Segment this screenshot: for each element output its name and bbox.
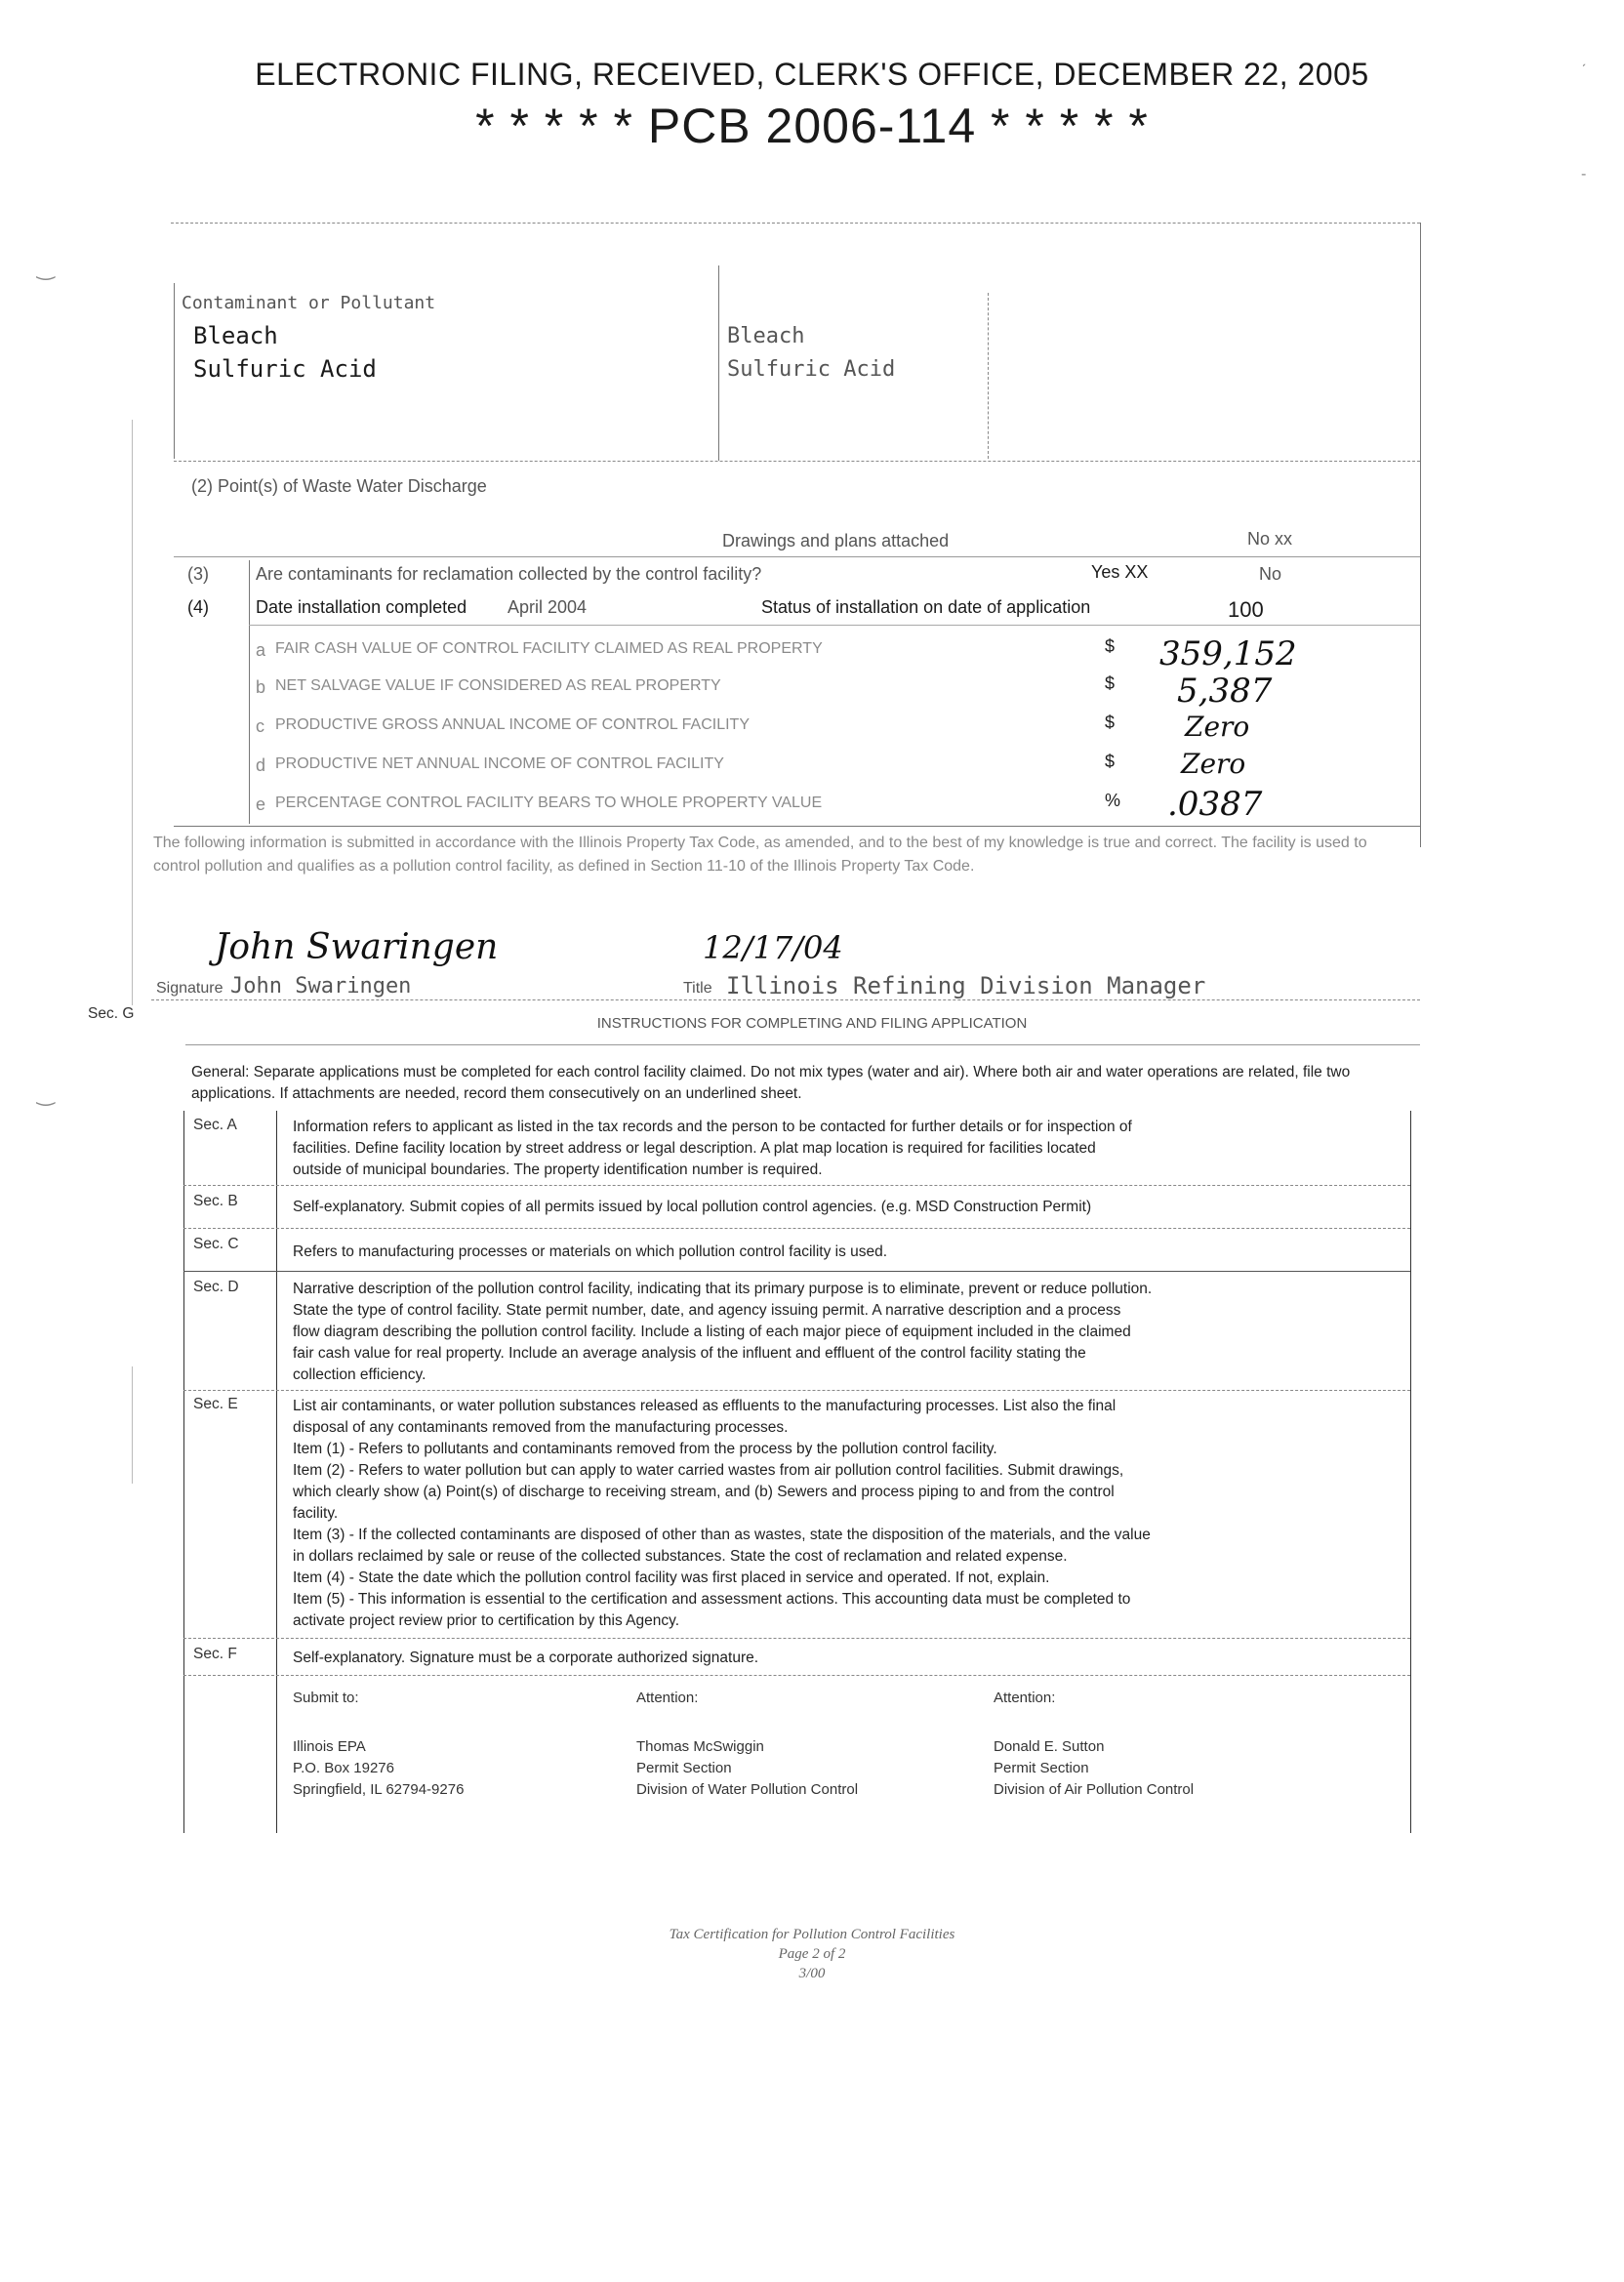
item2-label: (2) Point(s) of Waste Water Discharge — [191, 476, 487, 496]
item5-row-e-unit: % — [1105, 791, 1121, 810]
sec-d-rule — [183, 1390, 1410, 1391]
pollutant-mid-border — [718, 265, 719, 461]
sec-c-line-1: Refers to manufacturing processes or materials on which pollution control facility is used. — [293, 1243, 888, 1260]
sec-e-line-11: activate project review prior to certification by this Agency. — [293, 1612, 679, 1629]
certification-text: The following information is submitted in accordance with the Illinois Property Tax Code, as amended, and to the best of my knowledge is true and correct. The facility is used to control pollution and qualifies as a pollution control facility, as defined in Section 11-10 of the Illinois Property Tax Code. — [153, 835, 1367, 875]
signer-name: John Swaringen — [230, 974, 412, 998]
item5-row-e-letter: e — [256, 795, 266, 814]
item3-number: (3) — [187, 564, 209, 584]
item5-row-d-label: PRODUCTIVE NET ANNUAL INCOME OF CONTROL FACILITY — [275, 755, 724, 772]
sec-g-label: Sec. G — [88, 1005, 135, 1022]
pollutant-left-border — [174, 283, 175, 459]
item4-text: Date installation completed — [256, 597, 467, 617]
sec-d-line-3: flow diagram describing the pollution control facility. Include a listing of each major piece of equipment included in the claimed — [293, 1324, 1131, 1340]
sec-a-line-1: Information refers to applicant as listed in the tax records and the person to be contacted for further details or for inspection of — [293, 1119, 1132, 1135]
sec-e-line-2: disposal of any contaminants removed from the manufacturing processes. — [293, 1419, 789, 1436]
sec-b-rule — [183, 1228, 1410, 1229]
pollutant-item-1: Bleach — [193, 322, 278, 349]
left-margin-rule-2 — [132, 1366, 133, 1484]
margin-mark-middle: ‿ — [37, 1081, 55, 1106]
title-label: Title — [683, 980, 712, 997]
sec-f-label: Sec. F — [193, 1646, 237, 1662]
sec-f-line-1: Self-explanatory. Signature must be a corporate authorized signature. — [293, 1650, 759, 1666]
contact-submit-heading: Submit to: — [293, 1690, 359, 1706]
item5-row-d-unit: $ — [1105, 752, 1116, 771]
item-left-border — [249, 560, 250, 824]
item5-row-a-value: 359,152 — [1159, 634, 1297, 673]
sec-d-line-2: State the type of control facility. State permit number, date, and agency issuing permit. A narrative description and a process — [293, 1302, 1121, 1319]
item4-status-text: Status of installation on date of application — [761, 597, 1091, 617]
item4-status-value: 100 — [1228, 597, 1264, 622]
item5-row-c-letter: c — [256, 716, 264, 736]
instructions-table-right — [1410, 1111, 1411, 1833]
sec-c-rule — [183, 1271, 1410, 1272]
footer-page-number: Page 2 of 2 — [778, 1946, 846, 1962]
sec-e-line-4: Item (2) - Refers to water pollution but can apply to water carried wastes from air pollution control facilities. Submit drawings, — [293, 1462, 1124, 1479]
instructions-general: General: Separate applications must be completed for each control facility claimed. Do not mix types (water and air). Where both air and water operations are related, file two applications. If attachments are needed, record them consecutively on an underlined sheet. — [191, 1064, 1351, 1102]
sec-d-line-4: fair cash value for real property. Include an average analysis of the influent and effluent of the control facility stating the — [293, 1345, 1086, 1362]
contact-air-line-2: Permit Section — [994, 1760, 1089, 1776]
sec-a-label: Sec. A — [193, 1117, 237, 1133]
item4-rule — [249, 625, 1420, 626]
margin-mark-top: ‿ — [37, 256, 55, 280]
sec-e-rule — [183, 1638, 1410, 1639]
signature-label: Signature — [156, 980, 223, 997]
instructions-title: INSTRUCTIONS FOR COMPLETING AND FILING APPLICATION — [596, 1015, 1028, 1032]
contact-air-line-1: Donald E. Sutton — [994, 1738, 1105, 1755]
contact-water-line-2: Permit Section — [636, 1760, 732, 1776]
item5-row-e-label: PERCENTAGE CONTROL FACILITY BEARS TO WHOLE PROPERTY VALUE — [275, 795, 823, 811]
drawings-attached-label: Drawings and plans attached — [722, 531, 950, 550]
contact-water-line-1: Thomas McSwiggin — [636, 1738, 764, 1755]
margin-mark-right: ˏ — [1581, 51, 1587, 67]
item5-row-d-letter: d — [256, 755, 266, 775]
item5-row-c-unit: $ — [1105, 713, 1116, 732]
filing-stamp-line: ELECTRONIC FILING, RECEIVED, CLERK'S OFFICE, DECEMBER 22, 2005 — [255, 57, 1369, 92]
sec-a-line-2: facilities. Define facility location by street address or legal description. A plat map location is required for facilities located — [293, 1140, 1096, 1157]
item5-row-a-unit: $ — [1105, 636, 1116, 656]
item5-row-b-unit: $ — [1105, 673, 1116, 693]
pollutant-mid-item-2: Sulfuric Acid — [727, 357, 896, 382]
sec-d-label: Sec. D — [193, 1279, 239, 1295]
contact-air-line-3: Division of Air Pollution Control — [994, 1781, 1195, 1798]
sec-d-line-1: Narrative description of the pollution control facility, indicating that its primary purpose is to eliminate, prevent or reduce pollution. — [293, 1281, 1153, 1297]
sec-a-line-3: outside of municipal boundaries. The property identification number is required. — [293, 1161, 823, 1178]
yes-no-rule — [174, 556, 1420, 557]
sec-e-line-6: facility. — [293, 1505, 339, 1522]
sec-d-line-5: collection efficiency. — [293, 1366, 426, 1383]
contact-water-heading: Attention: — [636, 1690, 699, 1706]
signature-rule — [151, 999, 1420, 1000]
contact-submit-line-3: Springfield, IL 62794-9276 — [293, 1781, 465, 1798]
sec-b-label: Sec. B — [193, 1193, 238, 1209]
item5-row-a-letter: a — [256, 640, 266, 660]
item3-text: Are contaminants for reclamation collected by the control facility? — [256, 564, 762, 584]
pollutant-bottom-line — [174, 461, 1420, 462]
pollutant-item-2: Sulfuric Acid — [193, 355, 377, 383]
sec-e-line-8: in dollars reclaimed by sale or reuse of the collected substances. State the cost of reclamation and related expense. — [293, 1548, 1068, 1565]
sec-e-line-10: Item (5) - This information is essential to the certification and assessment actions. This accounting data must be completed to — [293, 1591, 1131, 1608]
footer-form-title: Tax Certification for Pollution Control Facilities — [669, 1927, 955, 1942]
contact-submit-line-2: P.O. Box 19276 — [293, 1760, 394, 1776]
contact-air-heading: Attention: — [994, 1690, 1056, 1706]
item5-row-c-value: Zero — [1185, 711, 1250, 743]
signer-title: Illinois Refining Division Manager — [726, 972, 1206, 999]
sec-f-rule — [183, 1675, 1410, 1676]
footer-revision: 3/00 — [798, 1966, 826, 1981]
sec-e-line-9: Item (4) - State the date which the pollution control facility was first placed in service and operated. If not, explain. — [293, 1569, 1050, 1586]
margin-mark-right-2: - — [1581, 166, 1587, 183]
item3-yes-mark: Yes XX — [1091, 562, 1149, 582]
sec-c-label: Sec. C — [193, 1236, 239, 1252]
signature-date: 12/17/04 — [703, 929, 843, 966]
contact-water-line-3: Division of Water Pollution Control — [636, 1781, 859, 1798]
item3-no-mark: No — [1259, 564, 1282, 584]
item5-row-b-label: NET SALVAGE VALUE IF CONSIDERED AS REAL PROPERTY — [275, 677, 721, 694]
instructions-top-rule — [185, 1044, 1420, 1045]
sec-e-line-1: List air contaminants, or water pollution substances released as effluents to the manufacturing processes. List also the final — [293, 1398, 1116, 1414]
item5-row-e-value: .0387 — [1167, 785, 1263, 824]
item5-row-b-value: 5,387 — [1177, 672, 1273, 711]
sec-e-line-7: Item (3) - If the collected contaminants are disposed of other than as wastes, state the disposition of the materials, and the value — [293, 1527, 1151, 1543]
instructions-table-divider — [276, 1111, 277, 1833]
drawings-no-mark: No xx — [1247, 529, 1293, 549]
sec-b-line-1: Self-explanatory. Submit copies of all permits issued by local pollution control agencies. (e.g. MSD Construction Permit) — [293, 1199, 1092, 1215]
signature-handwritten: John Swaringen — [215, 927, 499, 967]
item5-row-c-label: PRODUCTIVE GROSS ANNUAL INCOME OF CONTROL FACILITY — [275, 716, 750, 733]
pollutant-mid-item-1: Bleach — [727, 324, 805, 348]
case-number-line: * * * * * PCB 2006-114 * * * * * — [475, 99, 1149, 153]
item5-bottom-rule — [174, 826, 1420, 827]
top-frame-right — [1420, 223, 1421, 847]
item4-number: (4) — [187, 597, 209, 617]
sec-e-label: Sec. E — [193, 1396, 238, 1412]
item5-row-b-letter: b — [256, 677, 266, 697]
contact-submit-line-1: Illinois EPA — [293, 1738, 366, 1755]
pollutant-right-border — [988, 293, 989, 459]
item5-row-d-value: Zero — [1181, 748, 1246, 780]
sec-e-line-5: which clearly show (a) Point(s) of discharge to receiving stream, and (b) Sewers and process piping to and from the control — [293, 1484, 1115, 1500]
item5-row-a-label: FAIR CASH VALUE OF CONTROL FACILITY CLAIMED AS REAL PROPERTY — [275, 640, 823, 657]
pollutant-column-header: Contaminant or Pollutant — [182, 293, 436, 313]
top-frame-line — [171, 223, 1420, 224]
sec-a-rule — [183, 1185, 1410, 1186]
item4-date: April 2004 — [508, 597, 588, 617]
instructions-table-left — [183, 1111, 184, 1833]
sec-e-line-3: Item (1) - Refers to pollutants and contaminants removed from the process by the pollution control facility. — [293, 1441, 997, 1457]
left-margin-rule — [132, 420, 133, 1005]
